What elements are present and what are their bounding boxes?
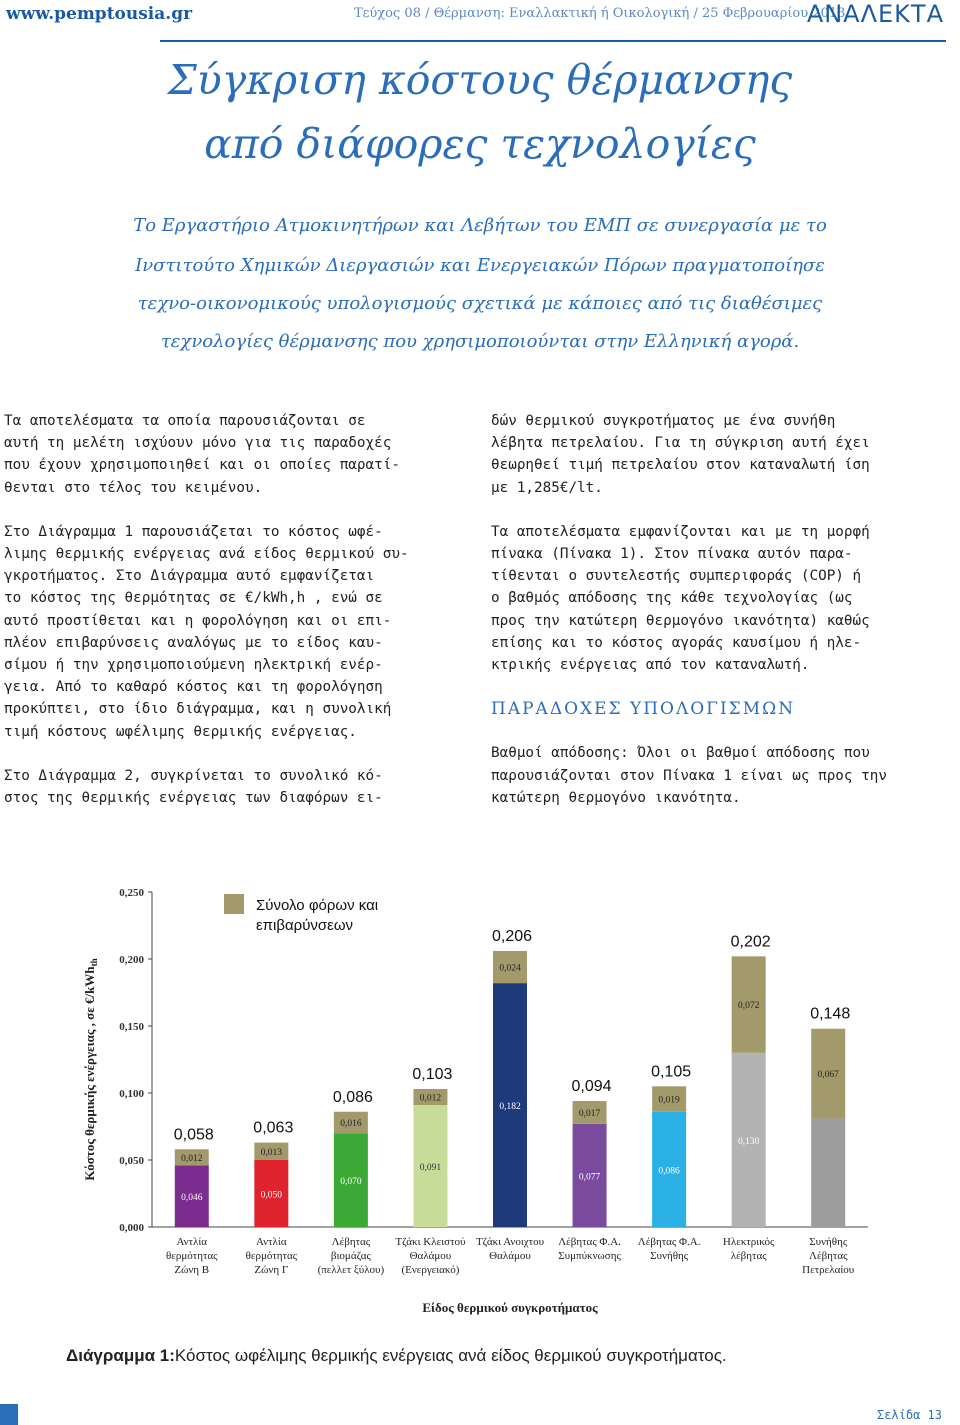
bar-tax-label: 0,019 — [658, 1095, 680, 1106]
text-line: προς την κατώτερη θερμογόνο ικανότητα) καθώς — [491, 612, 870, 629]
text-line: πίνακα (Πίνακα 1). Στον πίνακα αυτόν παρα- — [491, 546, 853, 563]
category-label: Συνήθης — [809, 1236, 848, 1248]
category-label: Θαλάμου — [489, 1250, 531, 1262]
category-label: Ζώνη Β — [174, 1264, 210, 1276]
text-line: σίμου ή την χρησιμοποιούμενη ηλεκτρική ενέρ- — [4, 657, 383, 674]
text-line: τιμή κόστους ωφέλιμης θερμικής ενέργειας. — [4, 723, 357, 740]
bar-tax-label: 0,072 — [737, 1001, 760, 1012]
text-line: τίθενται ο συντελεστής συμπεριφοράς (COP) ή — [491, 568, 862, 585]
category-label: Θαλάμου — [409, 1250, 452, 1262]
category-label: Αντλία — [256, 1236, 287, 1248]
category-label: Λέβητας — [331, 1236, 371, 1248]
bar-tax-label: 0,013 — [260, 1147, 283, 1158]
y-tick-label: 0,000 — [119, 1222, 144, 1234]
text-line: λιμης θερμικής ενέργειας ανά είδος θερμικού συ- — [4, 546, 409, 563]
category-label: Συνήθης — [650, 1250, 689, 1262]
paragraph — [4, 765, 458, 809]
bar-total-label: 0,063 — [253, 1119, 294, 1137]
category-label: Συμπύκνωσης — [558, 1250, 621, 1262]
paragraph — [491, 410, 945, 499]
text-line: Βαθμοί απόδοσης: Όλοι οι βαθμοί απόδοσης που — [491, 745, 870, 762]
text-line: στος της θερμικής ενέργειας των διαφόρων ει- — [4, 790, 383, 807]
category-label: λέβητας — [730, 1250, 767, 1262]
bar-tax-label: 0,024 — [499, 963, 521, 974]
text-line: κατώτερη θερμογόνο ικανότητα. — [491, 789, 741, 806]
category-label: βιομάζας — [330, 1250, 371, 1262]
lead-line: Ινστιτούτο Χημικών Διεργασιών και Ενεργειακών Πόρων πραγματοποίησε — [135, 255, 825, 276]
text-line: παρουσιάζονται στον Πίνακα 1 είναι ως προς την — [491, 767, 887, 784]
y-axis-label-subscript: th — [89, 958, 99, 967]
category-label: Λέβητας — [808, 1250, 848, 1262]
bar-tax-label: 0,017 — [578, 1108, 601, 1119]
y-tick-label: 0,200 — [119, 954, 144, 966]
article-title-line-1: Σύγκριση κόστους θέρμανσης — [167, 56, 793, 104]
category-label: Τζάκι Κλειστού — [395, 1236, 466, 1248]
category-label: θερμότητας — [166, 1250, 218, 1262]
chart-figure — [76, 880, 876, 1320]
bar-base-segment — [811, 1118, 845, 1227]
y-axis-label: Κόστος θερμικής ενέργειας , σε €/kWh$_{th}$ — [82, 958, 99, 1181]
bar-total-label: 0,206 — [491, 927, 533, 945]
category-label: Αντλία — [176, 1236, 208, 1248]
text-line: Στο Διάγραμμα 2, συγκρίνεται το συνολικό κό- — [4, 767, 383, 784]
category-label: Λέβητας Φ.Α. — [637, 1236, 701, 1248]
text-line: Στο Διάγραμμα 1 παρουσιάζεται το κόστος ωφέ- — [4, 523, 383, 540]
y-tick-label: 0,100 — [119, 1088, 144, 1100]
bar-tax-label: 0,012 — [419, 1093, 442, 1104]
paragraph — [491, 521, 945, 676]
page-header — [0, 0, 960, 40]
bar-base-label: 0,077 — [578, 1172, 601, 1183]
lead-line: Το Εργαστήριο Ατμοκινητήρων και Λεβήτων του ΕΜΠ σε συνεργασία με το — [133, 215, 827, 236]
bar-base-label: 0,091 — [419, 1163, 442, 1174]
y-tick-label: 0,050 — [119, 1155, 144, 1167]
lead-line: τεχνολογίες θέρμανσης που χρησιμοποιούνται στην Ελληνική αγορά. — [160, 331, 800, 352]
text-line: Τα αποτελέσματα εμφανίζονται και με τη μορφή — [491, 523, 870, 540]
section-heading: ΠΑΡΑΔΟΧΕΣ ΥΠΟΛΟΓΙΣΜΩΝ — [491, 699, 796, 720]
right-column — [491, 410, 945, 809]
text-line: αυτό προστίθεται και η φορολόγηση και οι επι- — [4, 612, 392, 629]
category-label: θερμότητας — [245, 1250, 298, 1262]
y-tick-label: 0,150 — [119, 1021, 144, 1033]
lead-line: τεχνο-οικονομικούς υπολογισμούς σχετικά με κάποιες από τις διαθέσιμες — [137, 293, 823, 314]
category-label: Λέβητας Φ.Α. — [558, 1236, 621, 1248]
bar-total-label: 0,148 — [810, 1005, 851, 1023]
text-line: θενται στο τέλος του κειμένου. — [4, 479, 263, 496]
bar-base-label: 0,070 — [340, 1177, 362, 1188]
bar-total-label: 0,105 — [651, 1063, 692, 1081]
legend-label: επιβαρύνσεων — [256, 917, 354, 934]
cost-bar-chart — [76, 880, 876, 1320]
bar-base-label: 0,086 — [658, 1166, 680, 1177]
section-label: ΑΝΑΛΕΚΤΑ — [806, 0, 944, 28]
bar-base-label: 0,130 — [737, 1136, 760, 1147]
bar-base-label: 0,050 — [260, 1190, 283, 1201]
bar-total-label: 0,058 — [173, 1126, 214, 1144]
text-line: δών θερμικού συγκροτήματος με ένα συνήθη — [491, 413, 836, 429]
paragraph — [4, 521, 458, 743]
paragraph — [4, 410, 458, 499]
category-label: (πελλετ ξύλου) — [317, 1264, 385, 1276]
bar-total-label: 0,202 — [730, 933, 771, 951]
figure-caption — [66, 1346, 727, 1366]
legend-label: Σύνολο φόρων και — [256, 897, 379, 914]
page-marker — [0, 1404, 18, 1425]
bar-total-label: 0,094 — [571, 1078, 612, 1096]
text-line: Τα αποτελέσματα τα οποία παρουσιάζονται σε — [4, 413, 366, 429]
text-line: που έχουν χρησιμοποιηθεί και οι οποίες παρατί- — [4, 457, 400, 474]
text-line: λέβητα πετρελαίου. Για τη σύγκριση αυτή έχει — [491, 435, 870, 452]
text-line: ο βαθμός απόδοσης της κάθε τεχνολογίας (ως — [491, 590, 853, 607]
text-line: το κόστος της θερμότητας σε €/kWh,h , ενώ σε — [4, 590, 383, 607]
text-line: επίσης και το κόστος αγοράς καυσίμου ή ηλε- — [491, 634, 862, 651]
text-line: γεια. Από το καθαρό κόστος και τη φορολόγηση — [4, 679, 383, 696]
bar-base-label: 0,182 — [499, 1102, 521, 1113]
site-url[interactable]: www.pemptousia.gr — [6, 4, 193, 24]
legend-swatch — [224, 894, 244, 914]
caption-label: Διάγραμμα 1: — [66, 1346, 175, 1365]
bar-total-label: 0,086 — [332, 1088, 373, 1106]
bar-total-label: 0,103 — [412, 1065, 453, 1083]
paragraph — [491, 742, 945, 809]
bar-tax-label: 0,067 — [817, 1070, 839, 1081]
text-line: αυτή τη μελέτη ισχύουν μόνο για τις παραδοχές — [4, 435, 392, 452]
bar-tax-label: 0,012 — [181, 1153, 203, 1164]
category-label: Τζάκι Ανοιχτου — [475, 1236, 545, 1248]
caption-text: Κόστος ωφέλιμης θερμικής ενέργειας ανά είδος θερμικού συγκροτήματος. — [174, 1346, 727, 1365]
issue-line: Τεύχος 08 / Θέρμανση: Εναλλακτική ή Οικολογική / 25 Φεβρουαρίου 2013 — [354, 6, 846, 21]
header-rule — [160, 40, 946, 42]
page-number: Σελίδα 13 — [876, 1408, 942, 1422]
left-column — [4, 410, 458, 809]
bar-base-label: 0,046 — [181, 1193, 203, 1204]
x-axis-label: Είδος θερμικού συγκροτήματος — [422, 1300, 598, 1315]
article-title-line-2: από διάφορες τεχνολογίες — [204, 120, 756, 168]
category-label: Πετρελαίου — [802, 1264, 855, 1276]
category-label: Ηλεκτρικός — [722, 1236, 775, 1248]
category-label: Ζώνη Γ — [254, 1264, 289, 1276]
text-line: θεωρηθεί τιμή πετρελαίου στον καταναλωτή ίση — [491, 457, 870, 474]
y-tick-label: 0,250 — [119, 887, 144, 899]
text-line: γκροτήματος. Στο Διάγραμμα αυτό εμφανίζεται — [4, 568, 375, 585]
text-line: προκύπτει, στο ίδιο διάγραμμα, και η συνολική — [4, 701, 392, 718]
text-line: με 1,285€/lt. — [491, 479, 603, 496]
bar-tax-label: 0,016 — [340, 1118, 362, 1129]
category-label: (Ενεργειακό) — [401, 1264, 460, 1276]
text-line: κτρικής ενέργειας από τον καταναλωτή. — [491, 657, 810, 674]
text-line: πλέον επιβαρύνσεις αναλόγως με το είδος καυ- — [4, 634, 383, 651]
